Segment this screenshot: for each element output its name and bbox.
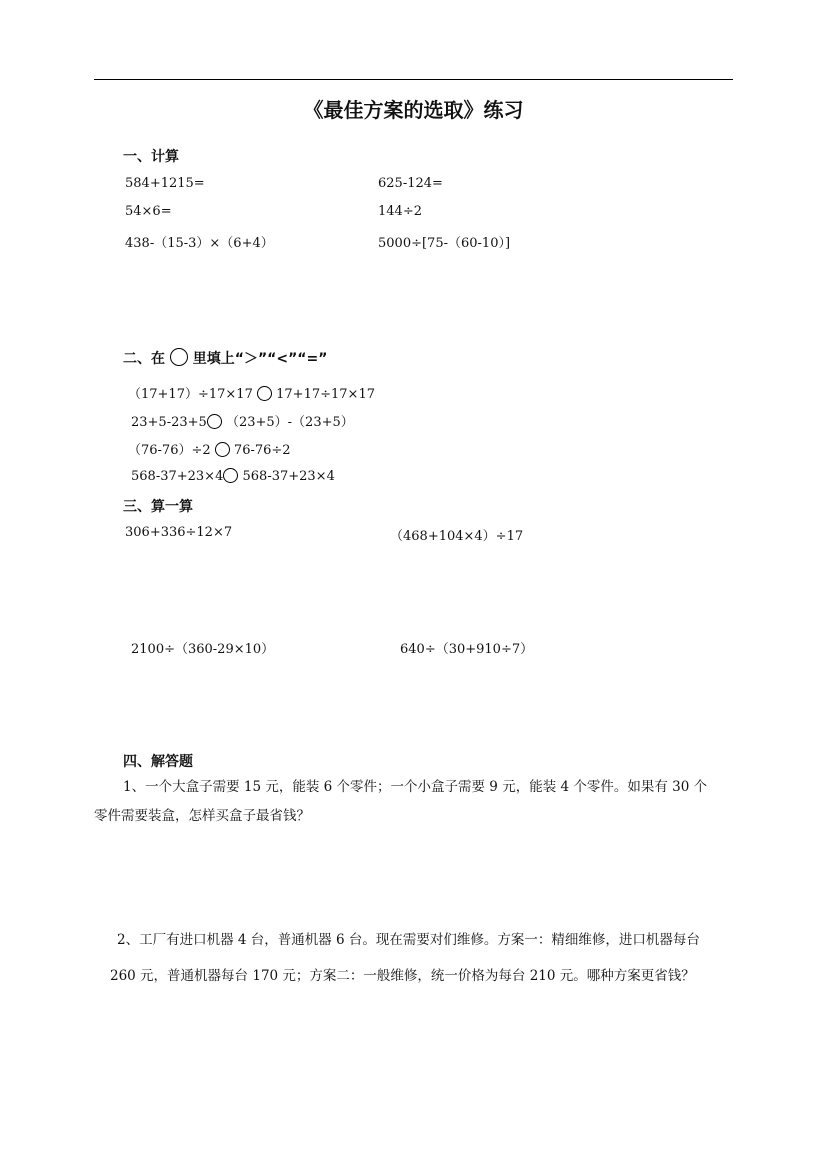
compare-circle-icon[interactable] <box>223 468 238 483</box>
calc-item-5: 438-（15-3）×（6+4） <box>125 236 274 251</box>
compare-row-1 <box>128 383 375 402</box>
header-rule <box>94 79 733 80</box>
question-2-line-1: 2、工厂有进口机器 4 台，普通机器 6 台。现在需要对们维修。方案一：精细维修，进口机器每台 <box>117 932 700 948</box>
calc-item-3: 54×6= <box>125 204 172 219</box>
compute-item-1: 306+336÷12×7 <box>125 525 233 540</box>
section1-heading: 一、计算 <box>123 149 179 165</box>
blank-circle-icon <box>170 348 188 366</box>
compute-item-2: （468+104×4）÷17 <box>390 529 524 544</box>
compute-item-3: 2100÷（360-29×10） <box>131 642 275 657</box>
page-title: 《最佳方案的选取》练习 <box>303 98 524 122</box>
calc-item-2: 625-124= <box>378 176 443 191</box>
section2-heading <box>123 348 327 368</box>
compute-item-4: 640÷（30+910÷7） <box>400 642 534 657</box>
compare-circle-icon[interactable] <box>257 386 272 401</box>
question-1-line-1: 1、一个大盒子需要 15 元，能装 6 个零件；一个小盒子需要 9 元，能装 4 个零件。如果有 30 个 <box>123 779 708 795</box>
section4-heading: 四、解答题 <box>123 754 193 770</box>
compare-left: 23+5-23+5 <box>131 415 207 430</box>
calc-item-6: 5000÷[75-（60-10）] <box>378 236 511 251</box>
compare-row-4 <box>131 468 335 484</box>
compare-left: （76-76）÷2 <box>128 443 211 458</box>
section3-heading: 三、算一算 <box>123 499 193 515</box>
section2-heading-suffix: 里填上“＞”“<”“=” <box>192 351 328 367</box>
compare-right: 76-76÷2 <box>233 443 291 458</box>
compare-left: 568-37+23×4 <box>131 469 224 484</box>
calc-item-1: 584+1215= <box>125 176 205 191</box>
compare-circle-icon[interactable] <box>207 414 222 429</box>
compare-row-2 <box>131 411 354 430</box>
compare-circle-icon[interactable] <box>215 442 230 457</box>
section2-heading-prefix: 二、在 <box>123 351 165 367</box>
compare-right: 17+17÷17×17 <box>276 387 375 402</box>
compare-right: 568-37+23×4 <box>242 469 335 484</box>
compare-right: （23+5）-（23+5） <box>225 415 354 430</box>
compare-row-3 <box>128 439 291 458</box>
compare-left: （17+17）÷17×17 <box>128 387 253 402</box>
question-2-line-2: 260 元，普通机器每台 170 元；方案二：一般维修，统一价格为每台 210 元。哪种方案更省钱？ <box>110 968 695 984</box>
question-1-line-2: 零件需要装盒，怎样买盒子最省钱？ <box>94 808 310 824</box>
calc-item-4: 144÷2 <box>378 204 422 219</box>
